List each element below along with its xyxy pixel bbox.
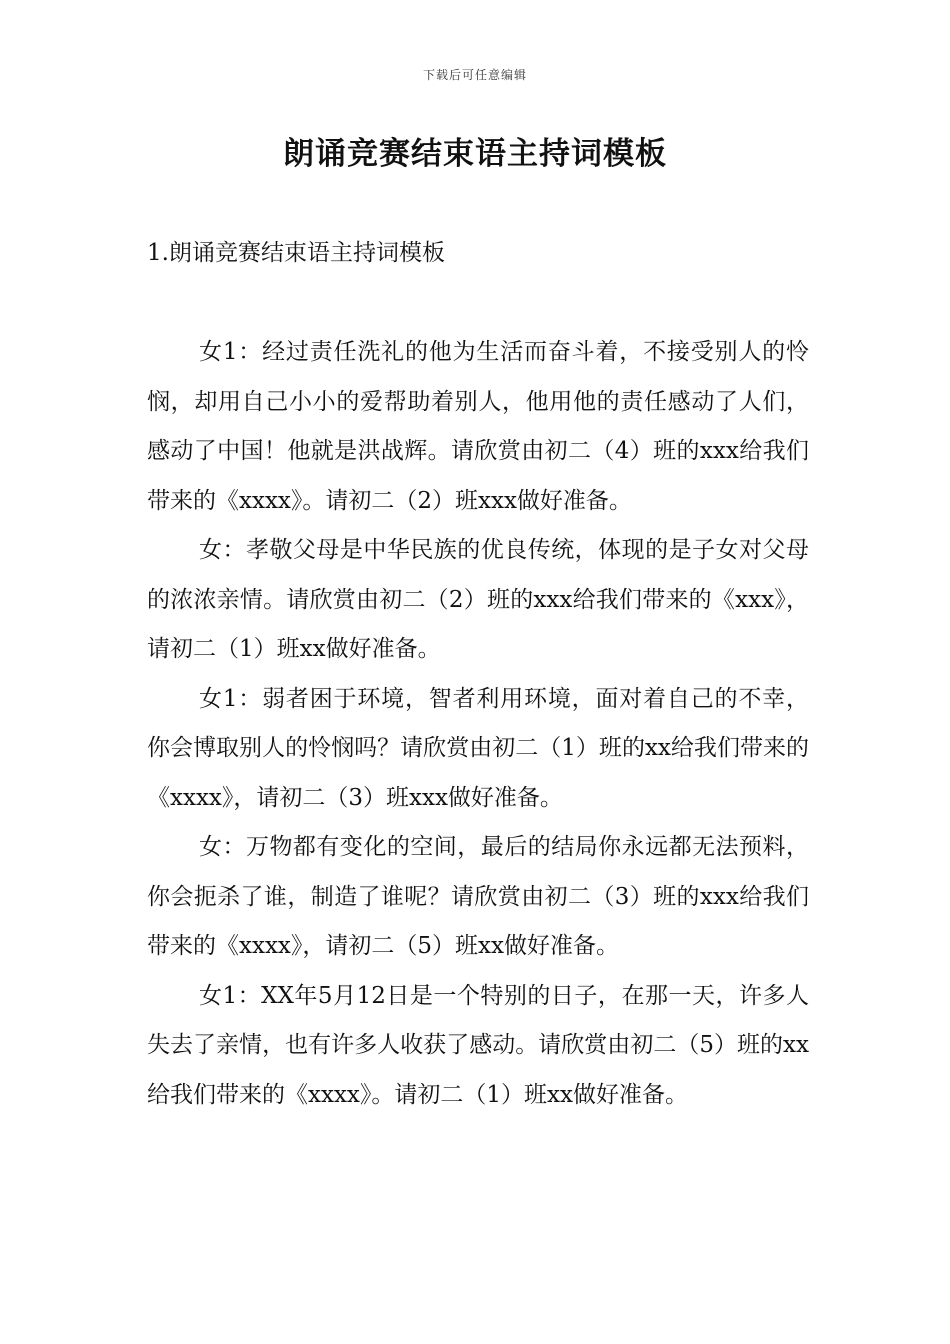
paragraph-1: 女1：经过责任洗礼的他为生活而奋斗着，不接受别人的怜悯，却用自己小小的爱帮助着别人，他用他的责任感动了人们，感动了中国！他就是洪战辉。请欣赏由初二（4）班的xxx给我们带来的《xxxx》。请初二（2）班xxx做好准备。 <box>147 339 809 514</box>
paragraph-5: 女1：XX年5月12日是一个特别的日子，在那一天，许多人失去了亲情，也有许多人收获了感动。请欣赏由初二（5）班的xx给我们带来的《xxxx》。请初二（1）班xx做好准备。 <box>147 982 809 1108</box>
paragraph-3: 女1：弱者困于环境，智者利用环境，面对着自己的不幸，你会博取别人的怜悯吗？请欣赏由初二（1）班的xx给我们带来的《xxxx》，请初二（3）班xxx做好准备。 <box>147 685 809 811</box>
paragraph-4: 女：万物都有变化的空间，最后的结局你永远都无法预料，你会扼杀了谁，制造了谁呢？请欣赏由初二（3）班的xxx给我们带来的《xxxx》，请初二（5）班xx做好准备。 <box>147 834 809 959</box>
paragraph-2: 女：孝敬父母是中华民族的优良传统，体现的是子女对父母的浓浓亲情。请欣赏由初二（2）班的xxx给我们带来的《xxx》，请初二（1）班xx做好准备。 <box>147 537 809 662</box>
document-title: 朗诵竞赛结束语主持词模板 <box>283 136 667 172</box>
header-note: 下载后可任意编辑 <box>422 68 527 82</box>
section-heading: 1.朗诵竞赛结束语主持词模板 <box>147 240 445 266</box>
document-body <box>147 328 809 1120</box>
